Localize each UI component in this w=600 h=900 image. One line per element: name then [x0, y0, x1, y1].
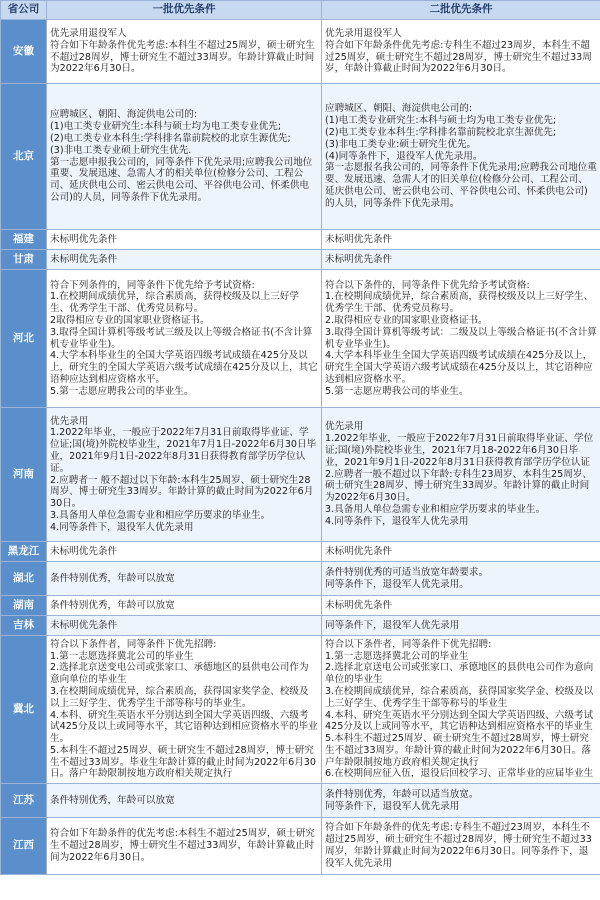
condition-line: 符合以下条件的，同等条件下优先给予考试资格:	[325, 279, 530, 291]
province-cell: 湖南	[1, 596, 47, 616]
condition-line: 未标明优先条件	[325, 253, 393, 265]
table-row	[1, 542, 600, 562]
condition-line: 3.取得全国计算机等级考试：二级及以上等级合格证书(不含计算机专业毕业生)。	[325, 326, 597, 350]
condition-line: 4.同等条件下，退役军人优先录用	[50, 521, 194, 533]
first-batch-cell	[47, 636, 322, 784]
second-batch-cell	[322, 562, 600, 596]
condition-line: 2.选择北京送电公司或张家口、承德地区的县供电公司作为意向单位的毕业生	[325, 662, 594, 686]
condition-line: 未标明优先条件	[50, 233, 118, 245]
province-cell: 黑龙江	[1, 542, 47, 562]
condition-line: 4.本科、研究生英语水平分别达到全国大学英语四级、六级考试425分及以上或同等水平，其它语种达到相应资格水平的毕业生。	[50, 709, 318, 745]
second-batch-cell	[322, 408, 600, 542]
table-row	[1, 250, 600, 270]
condition-line: 第一志愿申报我公司的，同等条件下优先录用;应聘我公司地位重要、发展迅速、急需人才的相关单位(检修分公司、工程公司、延庆供电公司、密云供电公司、平谷供电公司、怀柔供电公司)的人员，同等条件下优先录用。	[50, 156, 313, 203]
condition-line: 应聘城区、朝阳、海淀供电公司的:	[50, 109, 198, 121]
condition-line: 未标明优先条件	[50, 545, 118, 557]
second-batch-cell	[322, 596, 600, 616]
table-row	[1, 20, 600, 84]
condition-line: 3.在校期间成绩优异，综合素质高，获得国家奖学金、校级及以上三好学生、优秀学生干部等称号的毕业生	[325, 685, 594, 709]
table-row	[1, 818, 600, 875]
condition-line: 5.第一志愿应聘我公司的毕业生。	[325, 385, 469, 397]
second-batch-cell	[322, 636, 600, 784]
second-batch-cell	[322, 250, 600, 270]
condition-line: 5.本科生不超过25周岁、硕士研究生不超过28周岁，博士研究生不超过33周岁。毕业生年龄计算的截止时间为2022年6月30日。落户年龄限制按地方政府相关规定执行	[50, 744, 316, 780]
condition-line: 6.在校期间应征入伍，退役后回校学习、正常毕业的应届毕业生	[325, 768, 594, 780]
condition-line: 未标明优先条件	[50, 253, 118, 265]
second-batch-cell	[322, 784, 600, 818]
second-batch-cell	[322, 84, 600, 230]
condition-line: 条件特别优秀的可适当放宽年龄要求。	[325, 566, 489, 578]
condition-line: 优先录用退役军人	[325, 27, 402, 39]
province-cell: 吉林	[1, 616, 47, 636]
condition-line: 未标明优先条件	[50, 619, 118, 631]
condition-line: 同等条件下，退役军人优先录用	[325, 619, 460, 631]
province-cell: 河南	[1, 408, 47, 542]
province-cell: 江西	[1, 818, 47, 875]
condition-line: (3)非电工类专业硕上研究生优先.	[50, 144, 192, 156]
first-batch-cell	[47, 562, 322, 596]
province-cell: 江苏	[1, 784, 47, 818]
condition-line: 符合如下年龄条件优先考虑:专科生不超过23周岁，本科生不超过25周岁，硕士研究生不超过28周岁，博士研究生不超过33周岁，年龄计算截止时间为2022年6月30日。	[325, 39, 592, 75]
table-row	[1, 230, 600, 250]
first-batch-cell	[47, 230, 322, 250]
condition-line: 4.同等条件下，退役军人优先录用	[325, 515, 469, 527]
province-cell: 冀北	[1, 636, 47, 784]
condition-line: 条件特别优秀，年龄可以放宽	[50, 599, 175, 611]
condition-line: (4)同等条件下，退役军人优先录用。	[325, 150, 483, 162]
table-row	[1, 616, 600, 636]
condition-line: 2.取得相应专业的国家职业资格证书。	[325, 314, 488, 326]
province-cell: 甘肃	[1, 250, 47, 270]
condition-line: 4.大学本科毕业生的全国大学英语四级考试成绩在425分及以上，研究生的全国大学英语六级考试成绩在425分及以上，其它语种应达到相应资格水平。	[50, 350, 318, 385]
first-batch-cell	[47, 596, 322, 616]
condition-line: 2.应聘者一般不超过以下年龄:专科生23周岁、本科生25周岁、硕士研究生28周岁、博士研究生33周岁。年龄计算的截止时间为2022年6月30日。	[325, 468, 593, 504]
second-batch-cell	[322, 270, 600, 408]
condition-line: 第一志愿报名我公司的，同等条件下优先录用;应聘我公司地位重要、发展迅速、急需人才的旧关单位(检修分公司、工程公司、延庆供电公司、密云供电公司、平谷供电公司、怀柔供电公司)的人员，同等条件下优先录用。	[325, 162, 597, 209]
table-row	[1, 408, 600, 542]
condition-line: 2.应聘者一 般不超过以下年龄:本科生25周岁、硕士研究生28周岁、博士研究生33周岁。年龄计算的截止时间为2022年6月30日。	[50, 474, 314, 510]
condition-line: 条件特别优秀，年龄可以适当放宽。	[325, 788, 479, 800]
second-batch-cell	[322, 818, 600, 875]
condition-line: 1.第一志愿选择冀北公司的毕业生	[325, 650, 469, 662]
first-batch-cell	[47, 250, 322, 270]
table-row	[1, 270, 600, 408]
condition-line: 条件特别优秀，年龄可以放宽	[50, 794, 175, 806]
second-batch-cell	[322, 542, 600, 562]
condition-line: 3.具备用人单位急需专业和相应学历要求的毕业生。	[50, 509, 271, 521]
condition-line: 5.第一志愿应聘我公司的毕业生。	[50, 385, 194, 397]
condition-line: 同等条件下，退役军人优先录用	[325, 800, 460, 812]
condition-line: 符合以下条件者，同等条件下优先招聘:	[325, 638, 492, 650]
condition-line: 3.具备用人单位急需专业和相应学历要求的毕业生。	[325, 503, 546, 515]
second-batch-cell	[322, 20, 600, 84]
condition-line: 应聘城区、朝阳、海淀供电公司的:	[325, 103, 473, 115]
second-batch-cell	[322, 230, 600, 250]
condition-line: 同等条件下，退役军人优先录用。	[325, 578, 469, 590]
first-batch-cell	[47, 818, 322, 875]
condition-line: 未标明优先条件	[325, 233, 393, 245]
header-first-batch: 一批优先条件	[47, 1, 322, 20]
condition-line: 符合如下年龄条件的优先考虑:本科生不超过25周岁，硕士研究生不超过28周岁，博士研究生不超过33周岁，年龄计算截止时间为2022年6月30日。	[50, 828, 315, 863]
header-second-batch: 二批优先条件	[322, 1, 600, 20]
condition-line: 1.2022年毕业，一般应于2022年7月31日前取得毕业证、学位证;国(境)外院校毕业生，2021年7月18-2022年6月30日毕业，2021年9月1日-2022年8月31日获得教育部学历学位认证	[325, 433, 594, 468]
condition-line: 符合以下条件者，同等条件下优先招聘:	[50, 638, 217, 650]
condition-line: 4.大学本科毕业生全国大学英语四级考试成绩在425分及以上，研究生全国大学英语六级考试成绩在425分及以上，其它语种应达到相应资格水平。	[325, 350, 593, 385]
condition-line: 优先录用	[325, 421, 364, 433]
condition-line: 3.取得全国计算机等级考试三级及以上等级合格证书(不含计算机专业毕业生)。	[50, 326, 313, 350]
table-row	[1, 784, 600, 818]
condition-line: 符合如下年龄条件的优先考虑:专科生不超过23周岁，本科生不超过25周岁，硕士研究生不超过28周岁，博士研究生不超过33周岁，年龄计算截止时间为2022年6月30日。同等条件下，退役军人优先录用	[325, 822, 592, 869]
first-batch-cell	[47, 20, 322, 84]
first-batch-cell	[47, 542, 322, 562]
first-batch-cell	[47, 270, 322, 408]
condition-line: 1.在校期间成绩优异，综合素质高，获得校级及以上三好学生、优秀学生干部、优秀党员称号。	[325, 291, 594, 315]
condition-line: 符合下列条件的，同等条件下优先给予考试资格:	[50, 279, 255, 291]
condition-line: (3)非电工类专业:硕士研究生优先。	[325, 138, 477, 150]
condition-line: 3.在校期间成绩优异，综合素质高，获得国家奖学金、校级及以上三好学生、优秀学生干部等称号的毕业生。	[50, 685, 309, 709]
table-row	[1, 596, 600, 616]
condition-line: 1.2022年毕业，一般应于2022年7月31日前取得毕业证、学位证;国(境)外院校毕业生，2021年7月1日-2022年6月30日毕业，2021年9月1日-2022年8月31日获得教育部学历学位认证。	[50, 427, 317, 474]
table-body	[1, 20, 600, 875]
condition-line: 未标明优先条件	[325, 545, 393, 557]
second-batch-cell	[322, 616, 600, 636]
table-row	[1, 84, 600, 230]
condition-line: (1)电工类专业研究生:本科与硕士均为电工类专业优先;	[325, 115, 557, 127]
province-cell: 福建	[1, 230, 47, 250]
province-cell: 湖北	[1, 562, 47, 596]
condition-line: (2)电工类专业本科生:学科排名靠前院校北京生源优先;	[325, 127, 557, 138]
condition-line: 1.第一志愿选择冀北公司的毕业生	[50, 650, 194, 662]
table-row	[1, 636, 600, 784]
first-batch-cell	[47, 616, 322, 636]
table-header-row	[1, 1, 600, 20]
condition-line: 优先录用	[50, 415, 89, 427]
province-cell: 安徽	[1, 20, 47, 84]
first-batch-cell	[47, 784, 322, 818]
first-batch-cell	[47, 408, 322, 542]
condition-line: 条件特别优秀，年龄可以放宽	[50, 572, 175, 584]
condition-line: (1)电工类专业研究生:本科与硕士均为电工类专业优先;	[50, 121, 282, 133]
first-batch-cell	[47, 84, 322, 230]
table-row	[1, 562, 600, 596]
condition-line: 1.在校期间成绩优异，综合素质高，获得校级及以上三好学生、优秀学生干部、优秀党员称号。	[50, 291, 299, 315]
condition-line: (2)电工类专业本科生:学科排名靠前院校的北京生源优先;	[50, 132, 291, 144]
condition-line: 5.本科生不超过25周岁、硕士研究生不超过28周岁，博士研究生不超过33周岁。年龄计算的截止时间为2022年6月30日。落户年龄限制按地方政府相关规定执行	[325, 733, 591, 768]
condition-line: 符合如下年龄条件优先考虑:本科生不超过25周岁，硕士研究生不超过28周岁，博士研究生不超过33周岁。年龄计算截止时间为2022年6月30日。	[50, 39, 315, 75]
condition-line: 4.本科、研究生英语水平分别达到全国大学英语四级、六级考试425分及以上或同等水平，其它语种达到相应资格水平的毕业生	[325, 709, 594, 733]
province-cell: 河北	[1, 270, 47, 408]
header-province: 省公司	[1, 1, 47, 20]
condition-line: 优先录用退役军人	[50, 27, 127, 39]
province-cell: 北京	[1, 84, 47, 230]
condition-line: 未标明优先条件	[325, 599, 393, 611]
condition-line: 2取得相应专业的国家职业资格证书。	[50, 314, 210, 326]
condition-line: 2.选择北京送变电公司或张家口、承德地区的县供电公司作为意向单位的毕业生	[50, 662, 309, 686]
